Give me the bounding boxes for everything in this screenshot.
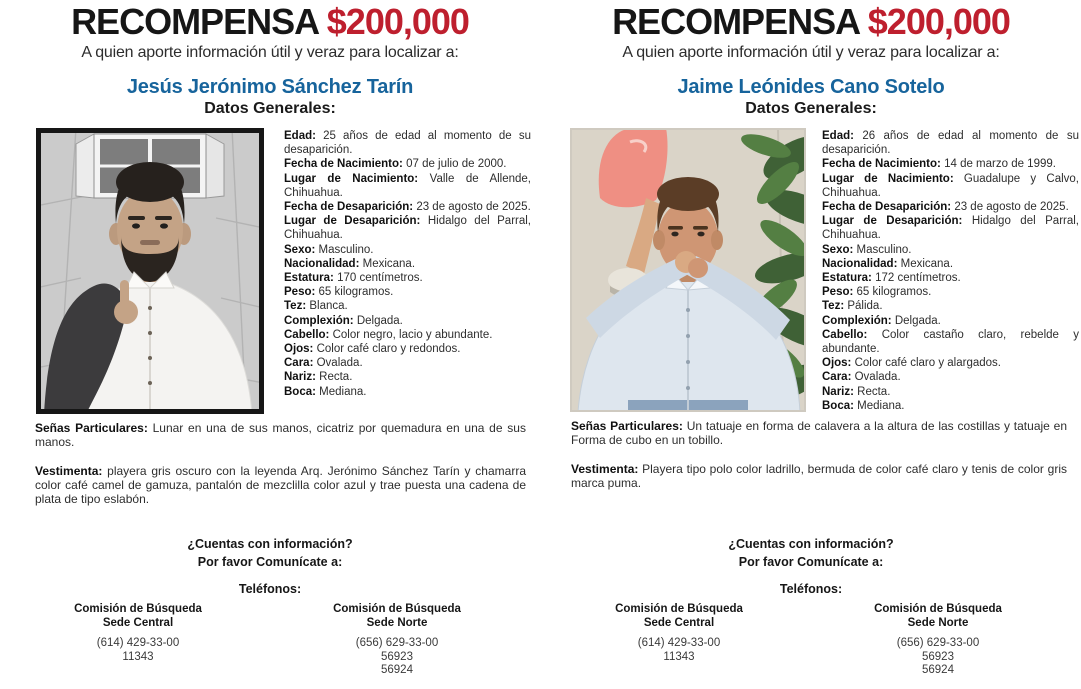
reward-poster-left — [0, 0, 540, 676]
clothing-text: Playera tipo polo color ladrillo, bermuda de color café claro y tenis de color gris marca puma. — [571, 461, 1067, 490]
detail-value: 23 de agosto de 2025. — [954, 201, 1069, 214]
contact-sede-norte — [853, 603, 1023, 678]
distinguishing-marks — [571, 419, 1067, 448]
contact-sede-norte — [312, 603, 482, 678]
clothing-text: playera gris oscuro con la leyenda Arq. Jerónimo Sánchez Tarín y chamarra color café camel de gamuza, pantalón de mezclilla color azul y trae puesta una cadena de plata de tipo eslabón. — [35, 463, 526, 507]
detail-label: Nacionalidad: — [822, 257, 898, 270]
portrait-photo — [36, 128, 264, 414]
detail-row — [822, 370, 1079, 384]
detail-value: Color castaño claro, rebelde y abundante. — [822, 328, 1079, 356]
contact-sede-central — [594, 603, 764, 664]
contact-phone-list — [594, 637, 764, 664]
detail-row — [822, 385, 1079, 399]
detail-label: Cara: — [284, 357, 314, 370]
contact-org: Comisión de Búsqueda — [74, 603, 202, 615]
detail-row — [284, 299, 531, 313]
contact-columns — [541, 603, 1081, 689]
detail-value: Ovalada. — [316, 357, 363, 370]
info-question: ¿Cuentas con información? — [728, 537, 894, 551]
detail-label: Fecha de Desaparición: — [284, 201, 414, 214]
contact-org: Comisión de Búsqueda — [333, 603, 461, 615]
detail-row — [284, 370, 531, 384]
contact-footer — [0, 537, 540, 689]
detail-value: 23 de agosto de 2025. — [416, 201, 531, 214]
detail-row — [284, 157, 531, 171]
detail-row — [822, 299, 1079, 313]
phone-number: (656) 629-33-00 — [355, 637, 439, 649]
detail-row — [822, 356, 1079, 370]
reward-subtitle: A quien aporte información útil y veraz para localizar a: — [622, 44, 1000, 61]
detail-label: Edad: — [822, 130, 854, 142]
detail-row — [822, 328, 1079, 356]
missing-person-name: Jesús Jerónimo Sánchez Tarín — [126, 76, 414, 98]
detail-row — [284, 214, 531, 242]
detail-row — [822, 399, 1079, 413]
distinguishing-marks — [35, 421, 526, 450]
phone-number: (656) 629-33-00 — [896, 637, 980, 649]
clothing-description — [571, 462, 1067, 491]
reward-amount: $200,000 — [867, 1, 1010, 42]
contact-office: Sede Norte — [907, 616, 969, 629]
detail-label: Boca: — [284, 385, 316, 398]
detail-row — [284, 356, 531, 370]
detail-value: 172 centímetros. — [875, 272, 961, 285]
detail-label: Fecha de Desaparición: — [822, 201, 952, 214]
detail-value: Mexicana. — [900, 257, 954, 270]
detail-row — [284, 200, 531, 214]
detail-label: Estatura: — [284, 272, 334, 285]
detail-row — [822, 257, 1079, 271]
contact-office: Sede Norte — [366, 616, 428, 629]
reward-amount: $200,000 — [326, 1, 469, 42]
detail-row — [822, 271, 1079, 285]
detail-row — [822, 243, 1079, 257]
contact-sede-central — [53, 603, 223, 664]
detail-label: Fecha de Nacimiento: — [284, 158, 403, 171]
detail-row — [822, 157, 1079, 171]
detail-label: Cabello: — [284, 328, 330, 341]
reward-headline — [541, 2, 1081, 42]
detail-row — [284, 285, 531, 299]
detail-value: Masculino. — [856, 243, 912, 256]
detail-row — [284, 385, 531, 399]
detail-row — [822, 200, 1079, 214]
detail-value: Hidalgo del Parral, Chihuahua. — [822, 215, 1079, 242]
detail-row — [822, 314, 1079, 328]
detail-label: Peso: — [284, 286, 316, 299]
detail-value: 14 de marzo de 1999. — [944, 158, 1056, 171]
distinguishing-marks-text: Un tatuaje en forma de calavera a la altura de las costillas y tatuaje en Forma de cubo en un tobillo. — [571, 419, 1067, 448]
missing-person-name: Jaime Leónides Cano Sotelo — [677, 76, 945, 98]
reward-subtitle: A quien aporte información útil y veraz para localizar a: — [81, 44, 459, 61]
detail-row — [284, 243, 531, 257]
detail-value: Blanca. — [309, 300, 348, 313]
detail-row — [284, 342, 531, 356]
detail-row — [822, 129, 1079, 157]
distinguishing-marks-label: Señas Particulares: — [35, 421, 148, 435]
contact-phone-list — [853, 637, 1023, 678]
detail-row — [284, 314, 531, 328]
detail-row — [284, 129, 531, 157]
detail-label: Peso: — [822, 286, 854, 299]
general-data-title: Datos Generales: — [204, 100, 336, 117]
phones-title: Teléfonos: — [238, 582, 302, 596]
clothing-label: Vestimenta: — [35, 463, 103, 478]
detail-label: Lugar de Nacimiento: — [822, 172, 954, 185]
detail-value: Pálida. — [847, 300, 883, 313]
detail-value: Mexicana. — [362, 257, 416, 270]
contact-org: Comisión de Búsqueda — [615, 603, 743, 615]
portrait-illustration — [36, 128, 264, 414]
general-data-list — [284, 129, 531, 399]
detail-value: 26 años de edad al momento de su desaparición. — [822, 130, 1079, 157]
detail-label: Lugar de Desaparición: — [284, 215, 421, 228]
detail-label: Cabello: — [822, 328, 868, 341]
detail-value: Mediana. — [857, 399, 905, 412]
detail-row — [822, 214, 1079, 242]
detail-value: 07 de julio de 2000. — [406, 158, 507, 171]
detail-label: Edad: — [284, 130, 316, 142]
contact-phone-list — [53, 637, 223, 664]
contact-office: Sede Central — [643, 616, 715, 629]
lower-text-block — [571, 419, 1067, 490]
detail-value: Color negro, lacio y abundante. — [332, 328, 493, 341]
detail-row — [822, 285, 1079, 299]
phones-title: Teléfonos: — [779, 582, 843, 596]
detail-value: Ovalada. — [854, 371, 901, 384]
detail-value: 65 kilogramos. — [856, 286, 932, 299]
contact-org: Comisión de Búsqueda — [874, 603, 1002, 615]
detail-label: Fecha de Nacimiento: — [822, 158, 941, 171]
detail-value: Masculino. — [318, 243, 374, 256]
detail-value: Color café claro y alargados. — [854, 357, 1001, 370]
headline-text: RECOMPENSA — [612, 1, 859, 42]
phone-number: 56924 — [381, 664, 413, 676]
detail-value: Hidalgo del Parral, Chihuahua. — [284, 215, 531, 242]
detail-label: Complexión: — [284, 314, 354, 327]
phone-number: (614) 429-33-00 — [96, 637, 180, 649]
reward-headline — [0, 2, 540, 42]
detail-row — [284, 271, 531, 285]
detail-label: Ojos: — [284, 343, 314, 356]
detail-label: Sexo: — [822, 243, 854, 256]
phone-number: 56924 — [922, 664, 954, 676]
detail-label: Boca: — [822, 399, 854, 412]
contact-footer — [541, 537, 1081, 689]
contact-instruction: Por favor Comunícate a: — [197, 555, 343, 569]
detail-label: Estatura: — [822, 272, 872, 285]
info-question: ¿Cuentas con información? — [187, 537, 353, 551]
phone-number: (614) 429-33-00 — [637, 637, 721, 649]
phone-number: 56923 — [922, 650, 954, 663]
detail-label: Complexión: — [822, 314, 892, 327]
contact-office: Sede Central — [102, 616, 174, 629]
detail-row — [284, 257, 531, 271]
detail-value: Recta. — [319, 371, 353, 384]
detail-label: Nariz: — [284, 371, 316, 384]
detail-value: Mediana. — [319, 385, 367, 398]
detail-label: Lugar de Nacimiento: — [284, 172, 419, 185]
distinguishing-marks-label: Señas Particulares: — [571, 419, 683, 433]
detail-value: 65 kilogramos. — [318, 286, 394, 299]
phone-number: 56923 — [381, 650, 413, 663]
detail-value: Guadalupe y Calvo, Chihuahua. — [822, 172, 1079, 199]
detail-label: Nacionalidad: — [284, 257, 360, 270]
phone-number: 11343 — [122, 650, 154, 663]
contact-instruction: Por favor Comunícate a: — [738, 555, 884, 569]
phone-number: 11343 — [663, 650, 695, 663]
detail-value: Delgada. — [356, 314, 403, 327]
detail-label: Sexo: — [284, 243, 316, 256]
detail-row — [822, 172, 1079, 200]
detail-value: Color café claro y redondos. — [316, 343, 461, 356]
general-data-title: Datos Generales: — [745, 100, 877, 117]
detail-label: Tez: — [822, 300, 845, 313]
portrait-photo — [570, 128, 806, 412]
detail-value: Delgada. — [894, 314, 941, 327]
detail-label: Tez: — [284, 300, 307, 313]
detail-row — [284, 328, 531, 342]
detail-value: Recta. — [857, 385, 891, 398]
headline-text: RECOMPENSA — [71, 1, 318, 42]
distinguishing-marks-text: Lunar en una de sus manos, cicatriz por quemadura en una de sus manos. — [35, 421, 526, 450]
detail-label: Ojos: — [822, 357, 852, 370]
general-data-list — [822, 129, 1079, 413]
contact-phone-list — [312, 637, 482, 678]
contact-columns — [0, 603, 540, 689]
detail-value: 25 años de edad al momento de su desaparición. — [284, 130, 531, 157]
detail-value: Valle de Allende, Chihuahua. — [284, 172, 532, 199]
lower-text-block — [35, 421, 526, 506]
detail-label: Cara: — [822, 371, 852, 384]
detail-value: 170 centímetros. — [337, 272, 423, 285]
detail-row — [284, 172, 531, 200]
reward-poster-right — [541, 0, 1081, 676]
detail-label: Lugar de Desaparición: — [822, 215, 963, 228]
portrait-illustration — [570, 128, 806, 412]
detail-label: Nariz: — [822, 385, 854, 398]
clothing-label: Vestimenta: — [571, 461, 639, 476]
clothing-description — [35, 464, 526, 507]
